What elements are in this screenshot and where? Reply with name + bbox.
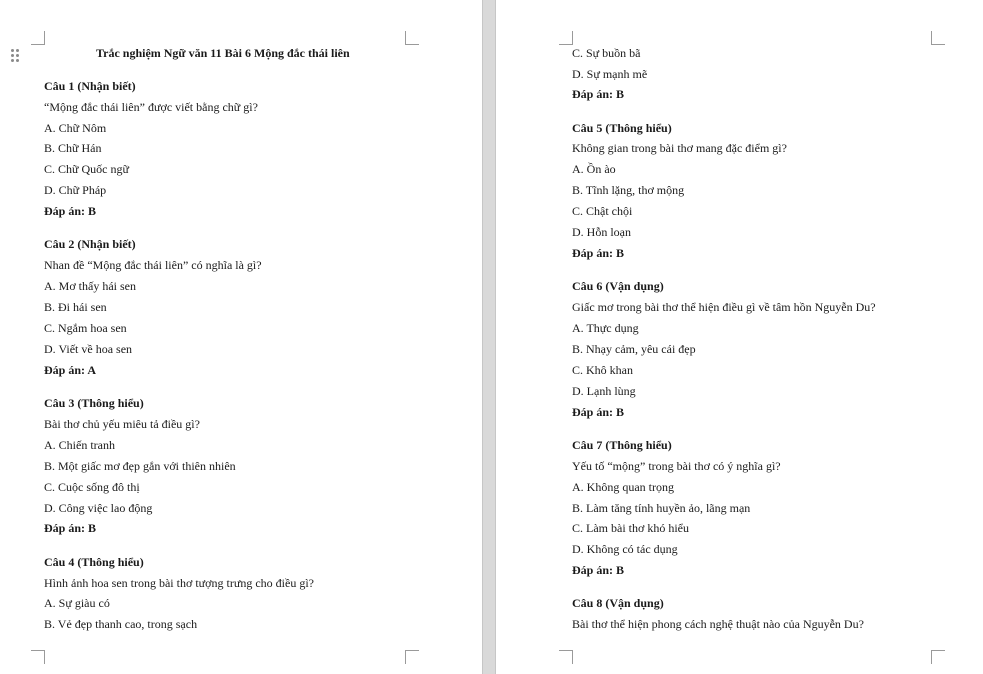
answer-option: D. Viết về hoa sen bbox=[44, 342, 133, 356]
page-corner-mark bbox=[405, 31, 419, 45]
question-text: Yếu tố “mộng” trong bài thơ có ý nghĩa gì? bbox=[572, 459, 781, 473]
question-heading: Câu 2 (Nhận biết) bbox=[44, 237, 136, 251]
answer-option: D. Lạnh lùng bbox=[572, 384, 636, 398]
answer-option: D. Công việc lao động bbox=[44, 501, 153, 515]
answer-option: B. Vẻ đẹp thanh cao, trong sạch bbox=[44, 617, 198, 631]
answer-option: C. Làm bài thơ khó hiểu bbox=[572, 521, 689, 535]
page-corner-mark bbox=[931, 650, 945, 664]
answer-option: C. Khô khan bbox=[572, 363, 633, 377]
answer-option: B. Chữ Hán bbox=[44, 141, 102, 155]
answer-option: D. Hỗn loạn bbox=[572, 225, 631, 239]
question-text: Bài thơ thể hiện phong cách nghệ thuật nào của Nguyễn Du? bbox=[572, 617, 864, 631]
document-page-right bbox=[496, 0, 983, 674]
table-move-handle-icon[interactable] bbox=[11, 49, 21, 63]
answer-key: Đáp án: B bbox=[44, 521, 97, 535]
question-text: Giấc mơ trong bài thơ thể hiện điều gì về tâm hồn Nguyễn Du? bbox=[572, 300, 876, 314]
question-text: Không gian trong bài thơ mang đặc điểm gì? bbox=[572, 141, 787, 155]
question-heading: Câu 3 (Thông hiểu) bbox=[44, 396, 144, 410]
question-text: Bài thơ chủ yếu miêu tả điều gì? bbox=[44, 417, 200, 431]
answer-key: Đáp án: B bbox=[572, 87, 625, 101]
answer-key: Đáp án: A bbox=[44, 363, 97, 377]
question-text: Hình ảnh hoa sen trong bài thơ tượng trưng cho điều gì? bbox=[44, 576, 314, 590]
answer-key: Đáp án: B bbox=[44, 204, 97, 218]
answer-option: A. Không quan trọng bbox=[572, 480, 674, 494]
answer-option: B. Làm tăng tính huyền ảo, lãng mạn bbox=[572, 501, 751, 515]
question-heading: Câu 8 (Vận dụng) bbox=[572, 596, 664, 610]
document-title: Trắc nghiệm Ngữ văn 11 Bài 6 Mộng đắc thái liên bbox=[96, 46, 350, 60]
question-heading: Câu 7 (Thông hiểu) bbox=[572, 438, 672, 452]
answer-option: D. Không có tác dụng bbox=[572, 542, 678, 556]
page-corner-mark bbox=[31, 31, 45, 45]
answer-option: A. Chữ Nôm bbox=[44, 121, 107, 135]
question-heading: Câu 5 (Thông hiểu) bbox=[572, 121, 672, 135]
answer-option: A. Thực dụng bbox=[572, 321, 639, 335]
answer-option: B. Đi hái sen bbox=[44, 300, 107, 314]
answer-option: C. Chữ Quốc ngữ bbox=[44, 162, 130, 176]
answer-option: C. Cuộc sống đô thị bbox=[44, 480, 140, 494]
answer-option: C. Chật chội bbox=[572, 204, 633, 218]
answer-option: B. Một giấc mơ đẹp gắn với thiên nhiên bbox=[44, 459, 236, 473]
answer-option: B. Tĩnh lặng, thơ mộng bbox=[572, 183, 685, 197]
answer-option: A. Sự giàu có bbox=[44, 596, 110, 610]
question-heading: Câu 4 (Thông hiểu) bbox=[44, 555, 144, 569]
question-heading: Câu 1 (Nhận biết) bbox=[44, 79, 136, 93]
document-page-left bbox=[0, 0, 482, 674]
page-corner-mark bbox=[931, 31, 945, 45]
answer-key: Đáp án: B bbox=[572, 563, 625, 577]
answer-option: B. Nhạy cảm, yêu cái đẹp bbox=[572, 342, 696, 356]
answer-option: C. Ngắm hoa sen bbox=[44, 321, 127, 335]
answer-option: C. Sự buồn bã bbox=[572, 46, 641, 60]
page-corner-mark bbox=[31, 650, 45, 664]
answer-key: Đáp án: B bbox=[572, 405, 625, 419]
page-corner-mark bbox=[559, 650, 573, 664]
question-text: “Mộng đắc thái liên” được viết bằng chữ gì? bbox=[44, 100, 258, 114]
page-separator bbox=[482, 0, 496, 674]
answer-option: A. Chiến tranh bbox=[44, 438, 115, 452]
answer-key: Đáp án: B bbox=[572, 246, 625, 260]
question-heading: Câu 6 (Vận dụng) bbox=[572, 279, 664, 293]
answer-option: A. Ồn ào bbox=[572, 162, 616, 176]
answer-option: D. Sự mạnh mẽ bbox=[572, 67, 648, 81]
answer-option: D. Chữ Pháp bbox=[44, 183, 107, 197]
answer-option: A. Mơ thấy hái sen bbox=[44, 279, 136, 293]
page-corner-mark bbox=[405, 650, 419, 664]
question-text: Nhan đề “Mộng đắc thái liên” có nghĩa là gì? bbox=[44, 258, 262, 272]
page-corner-mark bbox=[559, 31, 573, 45]
